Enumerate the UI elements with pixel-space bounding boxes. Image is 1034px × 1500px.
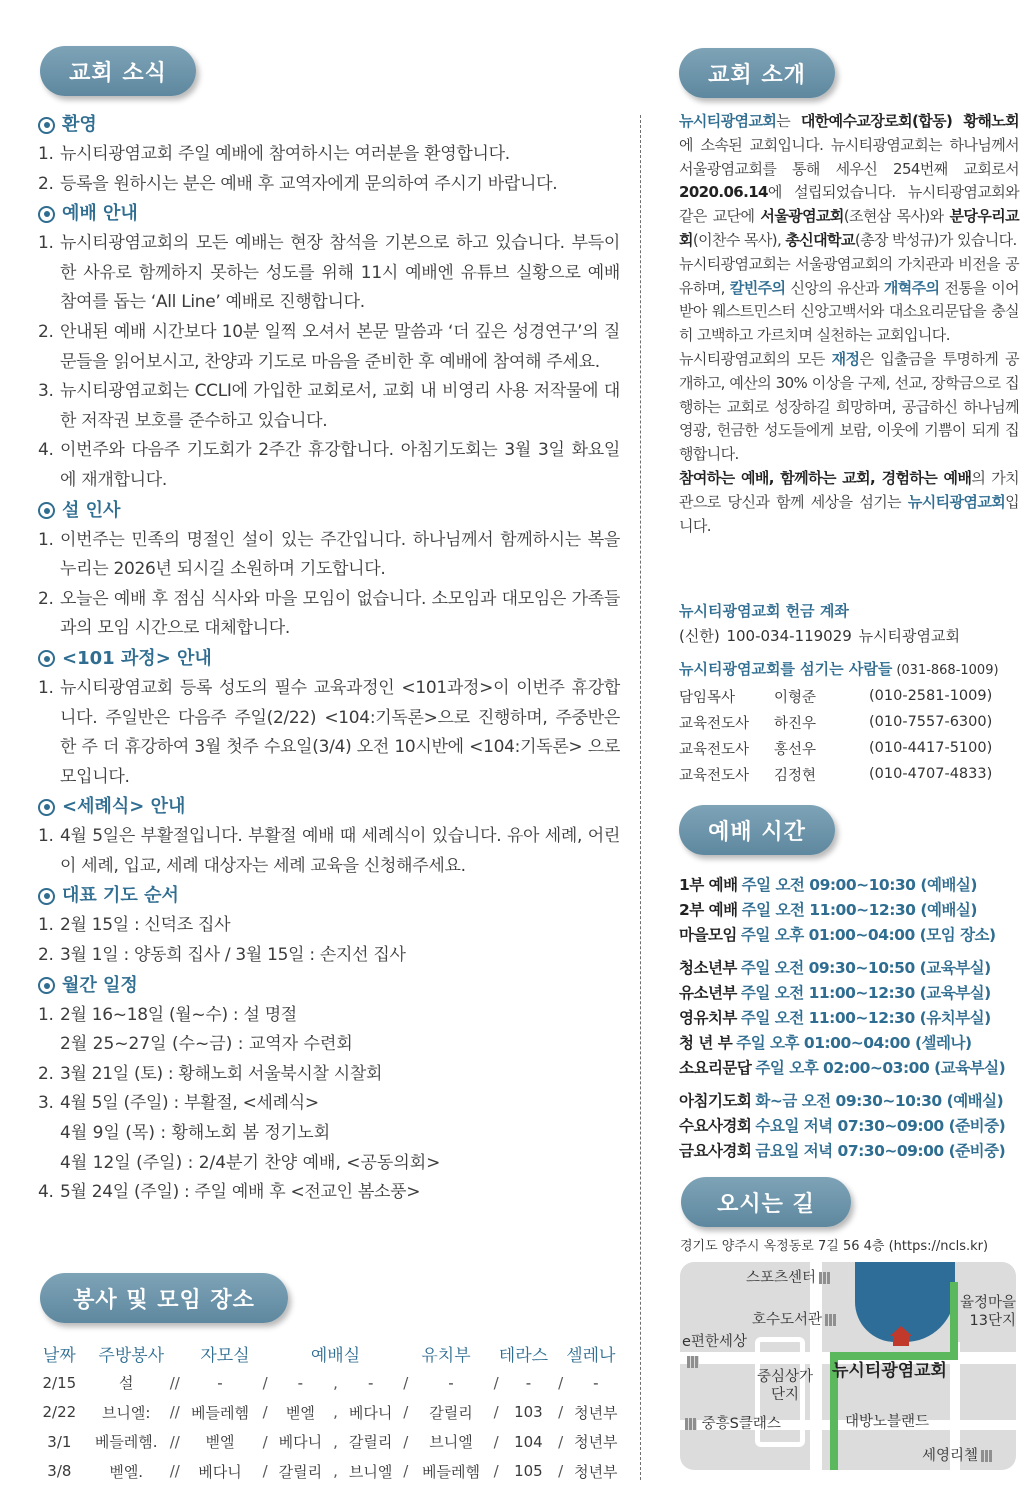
map-label-sports: 스포츠센터 xyxy=(746,1266,831,1287)
worship-row: 2부 예배 주일 오전 11:00~12:30 (예배실) xyxy=(679,900,977,919)
section-title-church-news: 교회 소식 xyxy=(40,46,196,96)
list-item: 1. 4월 5일은 부활절입니다. 부활절 예배 때 세례식이 있습니다. 유아 세례, 어린이 세례, 입교, 세례 대상자는 세례 교육을 신청해주세요. xyxy=(38,826,620,876)
staff-row: 담임목사 이형준 (010-2581-1009) xyxy=(679,688,993,706)
table-separator: / xyxy=(558,1432,564,1451)
building-icon xyxy=(819,1272,831,1284)
section-title-service: 봉사 및 모임 장소 xyxy=(40,1273,288,1323)
list-item: 2. 3월 1일 : 양동희 집사 / 3월 15일 : 손지선 집사 xyxy=(38,945,406,966)
list-item: 3. 4월 5일 (주일) : 부활절, <세례식> xyxy=(38,1093,319,1114)
table-row xyxy=(36,1427,626,1457)
church-news-list xyxy=(38,110,620,1208)
map-label-daebang: 대방노블랜드 xyxy=(845,1414,930,1430)
table-separator: / xyxy=(493,1403,499,1422)
map-label-jungheung: 중흥S클래스 xyxy=(682,1412,781,1433)
table-cell: - xyxy=(217,1373,223,1392)
table-separator: // xyxy=(169,1432,180,1451)
church-intro-text: 뉴시티광염교회는 대한예수교장로회(합동) 황해노회에 소속된 교회입니다. 뉴시티광염교회는 하나님께서 서울광염교회를 통해 세우신 254번째 교회로서 2020.06.14에 설립되었습니다. 뉴시티광염교회와 같은 교단에 서울광염교회(조현삼 목사)와 분당우리교회(이찬수 목사), 총신대학교(총장 박성규)가 있습니다. 뉴시티광염교회는 서울광염교회의 가치관과 비전을 공유하며, 칼빈주의 신앙의 유산과 개혁주의 전통을 이어받아 웨스트민스터 신앙고백서와 대소요리문답을 충실히 고백하고 가르치며 실천하는 교회입니다. 뉴시티광염교회의 모든 재정은 입출금을 투명하게 공개하고, 예산의 30% 이상을 구제, 선교, 장학금으로 집행하는 교회로 성장하길 희망하며, 공급하신 하나님께 영광, 헌금한 성도들에게 보람, 이웃에 기쁨이 되게 집행합니다. 참여하는 예배, 함께하는 교회, 경험하는 예배의 가치관으로 당신과 함께 세상을 섬기는 뉴시티광염교회입니다. xyxy=(679,112,1019,535)
table-row xyxy=(36,1457,626,1487)
list-item: 2. 오늘은 예배 후 점심 식사와 마을 모임이 없습니다. 소모임과 대모임은 가족들과의 모임 시간으로 대체합니다. xyxy=(38,588,620,639)
table-cell: 베다니 xyxy=(198,1462,242,1481)
table-cell: - xyxy=(593,1373,599,1392)
table-cell: - xyxy=(448,1373,454,1392)
table-header: 예배실 xyxy=(310,1345,361,1366)
map-label-church: 뉴시티광염교회 xyxy=(832,1361,947,1381)
staff-list: 뉴시티광염교회를 섬기는 사람들 (031-868-1009) 담임목사 이형준 (010-2581-1009) 교육전도사 하진우 (010-7557-6300) 교육전도사 홍선우 (010-4417-5100) 교육전도사 김정현 (010-4707-4833) xyxy=(679,658,1019,787)
building-icon xyxy=(685,1418,697,1430)
list-item: 1. 뉴시티광염교회 등록 성도의 필수 교육과정인 <101과정>이 이번주 휴강합니다. 주일반은 다음주 주일(2/22) <104:기독론>으로 진행하며, 주중반은 한 주 더 휴강하여 3월 첫주 수요일(3/4) 오전 10시반에 <104:기독론> 으로 모입니다. xyxy=(38,677,620,787)
section-heading: 월간 일정 xyxy=(38,971,620,1001)
table-cell: 청년부 xyxy=(574,1462,618,1481)
church-location-icon xyxy=(890,1326,912,1336)
circle-bullet-icon xyxy=(38,206,55,223)
list-item: 3. 뉴시티광염교회는 CCLI에 가입한 교회로서, 교회 내 비영리 사용 저작물에 대한 저작권 보호를 준수하고 있습니다. xyxy=(38,381,620,431)
section-title-worship-time: 예배 시간 xyxy=(679,805,835,855)
section-heading: 예배 안내 xyxy=(38,199,620,229)
table-cell: 벧엘. xyxy=(109,1462,144,1481)
table-cell: - xyxy=(367,1373,374,1392)
location-map[interactable] xyxy=(680,1262,1016,1470)
table-separator: / xyxy=(262,1373,268,1392)
worship-group xyxy=(679,954,1024,1079)
building-icon xyxy=(981,1450,993,1462)
map-label-library: 호수도서관 xyxy=(752,1308,837,1329)
table-separator: // xyxy=(169,1462,180,1481)
list-item: 1. 이번주는 민족의 명절인 설이 있는 주간입니다. 하나님께서 함께하시는 복을 누리는 2026년 되시길 소원하며 기도합니다. xyxy=(38,529,620,580)
table-separator: / xyxy=(403,1373,409,1392)
table-separator: / xyxy=(493,1432,499,1451)
list-subitem: 4월 12일 (주일) : 2/4분기 찬양 예배, <공동의회> xyxy=(60,1152,441,1173)
circle-bullet-icon xyxy=(38,799,55,816)
table-separator: , xyxy=(333,1403,338,1422)
table-separator: , xyxy=(333,1462,338,1481)
staff-row: 교육전도사 김정현 (010-4707-4833) xyxy=(679,766,993,784)
worship-row: 아침기도회 화~금 오전 09:30~10:30 (예배실) xyxy=(679,1091,1004,1110)
service-table xyxy=(36,1338,626,1486)
list-item: 1. 뉴시티광염교회 주일 예배에 참여하시는 여러분을 환영합니다. xyxy=(38,144,510,164)
worship-row: 마을모임 주일 오후 01:00~04:00 (모임 장소) xyxy=(679,925,996,944)
table-separator: / xyxy=(262,1462,268,1481)
staff-row: 교육전도사 홍선우 (010-4417-5100) xyxy=(679,740,993,758)
table-cell: 2/22 xyxy=(42,1403,77,1422)
table-separator: // xyxy=(169,1403,180,1422)
list-item: 1. 2월 15일 : 신덕조 집사 xyxy=(38,915,231,936)
table-separator: / xyxy=(558,1462,564,1481)
table-separator: , xyxy=(333,1432,338,1451)
section-heading: 환영 xyxy=(38,110,620,140)
table-cell: 벧엘 xyxy=(285,1403,315,1422)
circle-bullet-icon xyxy=(38,977,55,994)
table-header: 테라스 xyxy=(498,1345,549,1366)
table-cell: 베다니 xyxy=(348,1403,393,1422)
table-cell: 베들레헴 xyxy=(191,1403,249,1422)
list-item: 4. 5월 24일 (주일) : 주일 예배 후 <전교인 봄소풍> xyxy=(38,1182,421,1203)
table-cell: 갈릴리 xyxy=(348,1433,393,1452)
table-separator: / xyxy=(493,1373,499,1392)
table-header: 자모실 xyxy=(200,1345,250,1366)
table-header: 주방봉사 xyxy=(98,1345,165,1366)
table-cell: 벧엘 xyxy=(205,1433,235,1452)
table-separator: / xyxy=(403,1432,409,1451)
table-cell: 3/8 xyxy=(47,1462,72,1481)
table-separator: / xyxy=(558,1403,564,1422)
table-cell: 설 xyxy=(118,1374,134,1393)
worship-group xyxy=(679,871,1024,946)
section-title-directions: 오시는 길 xyxy=(681,1177,851,1227)
table-cell: 2/15 xyxy=(42,1373,77,1392)
worship-row: 영유치부 주일 오전 11:00~12:30 (유치부실) xyxy=(679,1008,991,1027)
table-separator: / xyxy=(403,1403,409,1422)
circle-bullet-icon xyxy=(38,117,55,134)
list-item: 2. 등록을 원하시는 분은 예배 후 교역자에게 문의하여 주시기 바랍니다. xyxy=(38,173,558,194)
section-title-church-intro: 교회 소개 xyxy=(679,48,835,98)
table-separator: , xyxy=(333,1373,338,1392)
table-separator: / xyxy=(403,1462,409,1481)
table-cell: 갈릴리 xyxy=(429,1403,473,1422)
table-header: 유치부 xyxy=(421,1345,471,1366)
table-cell: 103 xyxy=(514,1403,543,1422)
worship-group xyxy=(679,1087,1024,1162)
table-row xyxy=(36,1368,626,1398)
worship-row: 1부 예배 주일 오전 09:00~10:30 (예배실) xyxy=(679,875,977,894)
staff-row: 교육전도사 하진우 (010-7557-6300) xyxy=(679,714,993,732)
table-cell: 104 xyxy=(514,1432,543,1451)
table-separator: / xyxy=(493,1462,499,1481)
building-icon xyxy=(684,1354,699,1370)
table-separator: // xyxy=(169,1373,180,1392)
table-cell: - xyxy=(525,1373,532,1392)
list-item: 2. 안내된 예배 시간보다 10분 일찍 오셔서 본문 말씀과 ‘더 깊은 성경연구’의 질문들을 읽어보시고, 찬양과 기도로 마음을 준비한 후 예배에 참여해 주세요. xyxy=(38,321,620,372)
circle-bullet-icon xyxy=(38,888,55,905)
table-separator: / xyxy=(262,1432,268,1451)
table-cell: 청년부 xyxy=(574,1403,618,1422)
table-header: 날짜 xyxy=(42,1345,76,1366)
table-cell: - xyxy=(297,1373,304,1392)
table-cell: 105 xyxy=(514,1462,543,1481)
list-subitem: 4월 9일 (목) : 황해노회 봄 정기노회 xyxy=(60,1123,331,1144)
church-address: 경기도 양주시 옥정동로 7길 56 4층 (https://ncls.kr) xyxy=(680,1239,989,1254)
table-separator: / xyxy=(262,1403,268,1422)
worship-schedule xyxy=(679,871,1024,1170)
circle-bullet-icon xyxy=(38,502,55,519)
table-cell: 브니엘 xyxy=(429,1433,473,1452)
circle-bullet-icon xyxy=(38,650,55,667)
list-item: 1. 2월 16~18일 (월~수) : 설 명절 xyxy=(38,1004,297,1025)
section-heading: <세례식> 안내 xyxy=(38,792,620,822)
map-label-ecomfort: e편한세상 xyxy=(682,1334,747,1350)
table-cell: 베다니 xyxy=(278,1433,323,1452)
worship-row: 소요리문답 주일 오후 02:00~03:00 (교육부실) xyxy=(679,1058,1006,1077)
worship-row: 수요사경회 수요일 저녁 07:30~09:00 (준비중) xyxy=(679,1116,1006,1135)
worship-row: 금요사경회 금요일 저녁 07:30~09:00 (준비중) xyxy=(679,1141,1006,1160)
table-separator: / xyxy=(558,1373,564,1392)
list-subitem: 2월 25~27일 (수~금) : 교역자 수련회 xyxy=(60,1034,353,1055)
map-label-yuljeong: 율정마을 13단지 xyxy=(959,1295,1016,1329)
worship-row: 청소년부 주일 오전 09:30~10:50 (교육부실) xyxy=(679,958,991,977)
table-header: 셀레나 xyxy=(566,1345,616,1366)
table-cell: 브니엘: xyxy=(101,1403,151,1422)
list-item: 1. 뉴시티광염교회의 모든 예배는 현장 참석을 기본으로 하고 있습니다. 부득이한 사유로 함께하지 못하는 성도를 위해 11시 예배엔 유튜브 실황으로 예배 참여를 돕는 ‘All Line’ 예배로 진행합니다. xyxy=(38,233,620,313)
list-item: 4. 이번주와 다음주 기도회가 2주간 휴강합니다. 아침기도회는 3월 3일 화요일에 재개합니다. xyxy=(38,440,620,490)
table-cell: 베들레헴 xyxy=(422,1462,480,1481)
list-item: 2. 3월 21일 (토) : 황해노회 서울북시찰 시찰회 xyxy=(38,1063,383,1084)
section-heading: <101 과정> 안내 xyxy=(38,644,620,674)
table-cell: 3/1 xyxy=(47,1432,72,1451)
table-cell: 베들레헴. xyxy=(94,1433,158,1452)
table-cell: 갈릴리 xyxy=(278,1462,323,1481)
worship-row: 청 년 부 주일 오후 01:00~04:00 (셀레나) xyxy=(679,1033,972,1052)
table-row xyxy=(36,1398,626,1428)
map-label-center: 중심상가 단지 xyxy=(756,1369,814,1403)
section-heading: 대표 기도 순서 xyxy=(38,881,620,911)
section-heading: 설 인사 xyxy=(38,496,620,526)
worship-row: 유소년부 주일 오전 11:00~12:30 (교육부실) xyxy=(679,983,991,1002)
table-cell: 청년부 xyxy=(574,1433,618,1452)
map-label-seyoung: 세영리첼 xyxy=(922,1444,993,1465)
table-cell: 브니엘 xyxy=(348,1462,393,1481)
building-icon xyxy=(825,1314,837,1326)
column-divider xyxy=(640,115,641,1480)
offering-account: 뉴시티광염교회 헌금 계좌 (신한) 100-034-119029 뉴시티광염교회 xyxy=(679,602,960,645)
